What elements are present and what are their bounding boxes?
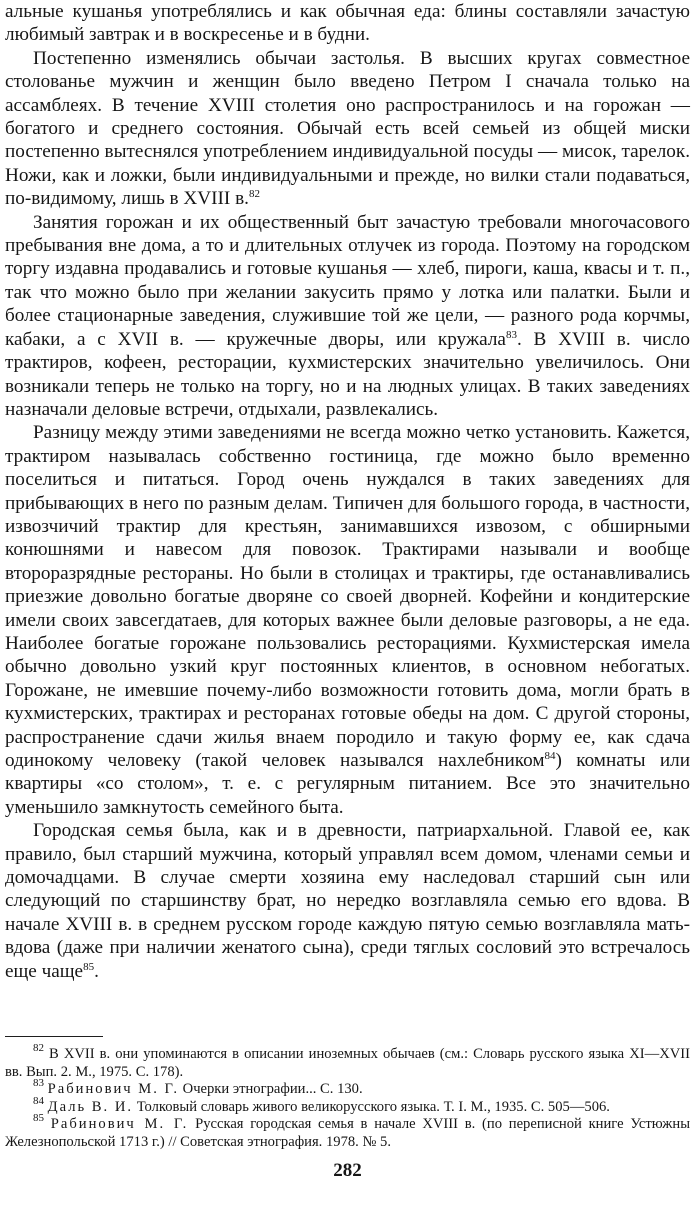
paragraph-text: альные кушанья употреблялись и как обычная еда: блины составляли зачастую любимый завтрак и в воскресенье и в будни. <box>5 1 690 46</box>
footnote-ref: 83 <box>505 328 517 341</box>
footnote <box>5 1112 690 1151</box>
footnote-author: Рабинович М. Г. <box>50 1116 189 1133</box>
footnote-author: Рабинович М. Г. <box>47 1081 179 1098</box>
body-text <box>5 0 690 983</box>
paragraph-text: Разницу между этими заведениями не всегда можно четко установить. Кажется, трактиром называлась собственно гостиница, где можно было временно поселиться и питаться. Город очень нуждался в таких заведениях для прибывающих в него по разным делам. Типичен для большого города, в частности, извозчичий трактир для крестьян, занимавшихся извозом, с обширными конюшнями и навесом для повозок. Трактирами называли и вообще второразрядные рестораны. Но были в столицах и трактиры, где останавливались приезжие довольно богатые дворяне со своей дворней. Кофейни и кондитерские имели своих завсегдатаев, для которых важнее были деловые разговоры, а не еда. Наиболее богатые горожане пользовались ресторациями. Кухмистерская имела обычно довольно узкий круг постоянных клиентов, в основном небогатых. Горожане, не имевшие почему-либо возможности готовить дома, могли брать в кухмистерских, трактирах и ресторанах готовые обеды на дом. С другой стороны, распространение сдачи жилья внаем породило и такую форму ее, как сдача одинокому человеку (такой человек назывался нахлебником <box>5 422 690 771</box>
paragraph <box>5 211 690 422</box>
footnote-text: Толковый словарь живого великорусского языка. Т. I. М., 1935. С. 505—506. <box>136 1098 610 1115</box>
footnote-text: Очерки этнографии... С. 130. <box>182 1081 363 1098</box>
book-page <box>5 0 691 1181</box>
footnote-number: 82 <box>33 1042 44 1054</box>
footnote-ref: 82 <box>248 188 260 201</box>
page-number: 282 <box>333 1160 362 1181</box>
paragraph-text: . В XVIII в. число трактиров, кофеен, ресторации, кухмистерских значительно увеличилось. Они возникали теперь не только на торгу, но и на людных улицах. В таких заведениях назначали деловые встречи, отдыхали, развлекались. <box>5 328 691 420</box>
footnotes <box>5 1042 690 1152</box>
footnote-ref: 84 <box>544 750 556 762</box>
footnote-text: Русская городская семья в начале XVIII в. (по переписной книге Устюжны Железнопольской 1713 г.) // Советская этнография. 1978. № 5. <box>5 1116 690 1150</box>
paragraph <box>5 421 690 819</box>
footnote-author: Даль В. И. <box>47 1098 134 1115</box>
footnote <box>5 1094 690 1117</box>
footnote-number: 83 <box>33 1077 44 1090</box>
paragraph-text: . <box>94 960 99 982</box>
paragraph <box>5 0 690 47</box>
paragraph <box>5 47 690 211</box>
footnote-number: 84 <box>33 1094 44 1107</box>
paragraph-text: ) комнаты или квартиры «со столом», т. е. с регулярным питанием. Все это значительно уменьшило замкнутость семейного быта. <box>5 750 690 818</box>
footnote-number: 85 <box>33 1112 44 1125</box>
footnote-separator <box>5 1036 103 1037</box>
paragraph <box>5 819 690 983</box>
paragraph-text: Постепенно изменялись обычаи застолья. В высших кругах совместное столованье мужчин и женщин было введено Петром I сначала только на ассамблеях. В течение XVIII столетия оно распространилось и на горожан — богатого и среднего состояния. Обычай есть всей семьей из общей миски постепенно вытеснялся употреблением индивидуальной посуды — мисок, тарелок. Ножи, как и ложки, были индивидуальными и прежде, но вилки стали подаваться, по-видимому, лишь в XVIII в. <box>5 47 690 210</box>
paragraph-text: Занятия горожан и их общественный быт зачастую требовали многочасового пребывания вне дома, а то и длительных отлучек из города. Поэтому на городском торгу издавна продавались и готовые кушанья — хлеб, пироги, каша, квасы и т. п., так что можно было при желании закусить прямо у лотка или палатки. Были и более стационарные заведения, служившие той же цели, — разного рода корчмы, кабаки, а с XVII в. — кружечные дворы, или кружала <box>5 211 690 350</box>
paragraph-text: Городская семья была, как и в древности, патриархальной. Главой ее, как правило, был старший мужчина, который управлял всем домом, членами семьи и домочадцами. В случае смерти хозяина ему наследовал старший сын или следующий по старшинству брат, но нередко возглавляла семью его вдова. В начале XVIII в. в среднем русском городе каждую пятую семью возглавляла мать-вдова (даже при наличии женатого сына), среди тяглых сословий это встречалось еще чаще <box>5 820 690 982</box>
footnote-ref: 85 <box>83 960 95 973</box>
footnote <box>5 1077 690 1099</box>
footnote-text: В XVII в. они упоминаются в описании иноземных обычаев (см.: Словарь русского языка XI—XVII вв. Вып. 2. М., 1975. С. 178). <box>5 1046 690 1080</box>
footnote <box>5 1042 690 1081</box>
